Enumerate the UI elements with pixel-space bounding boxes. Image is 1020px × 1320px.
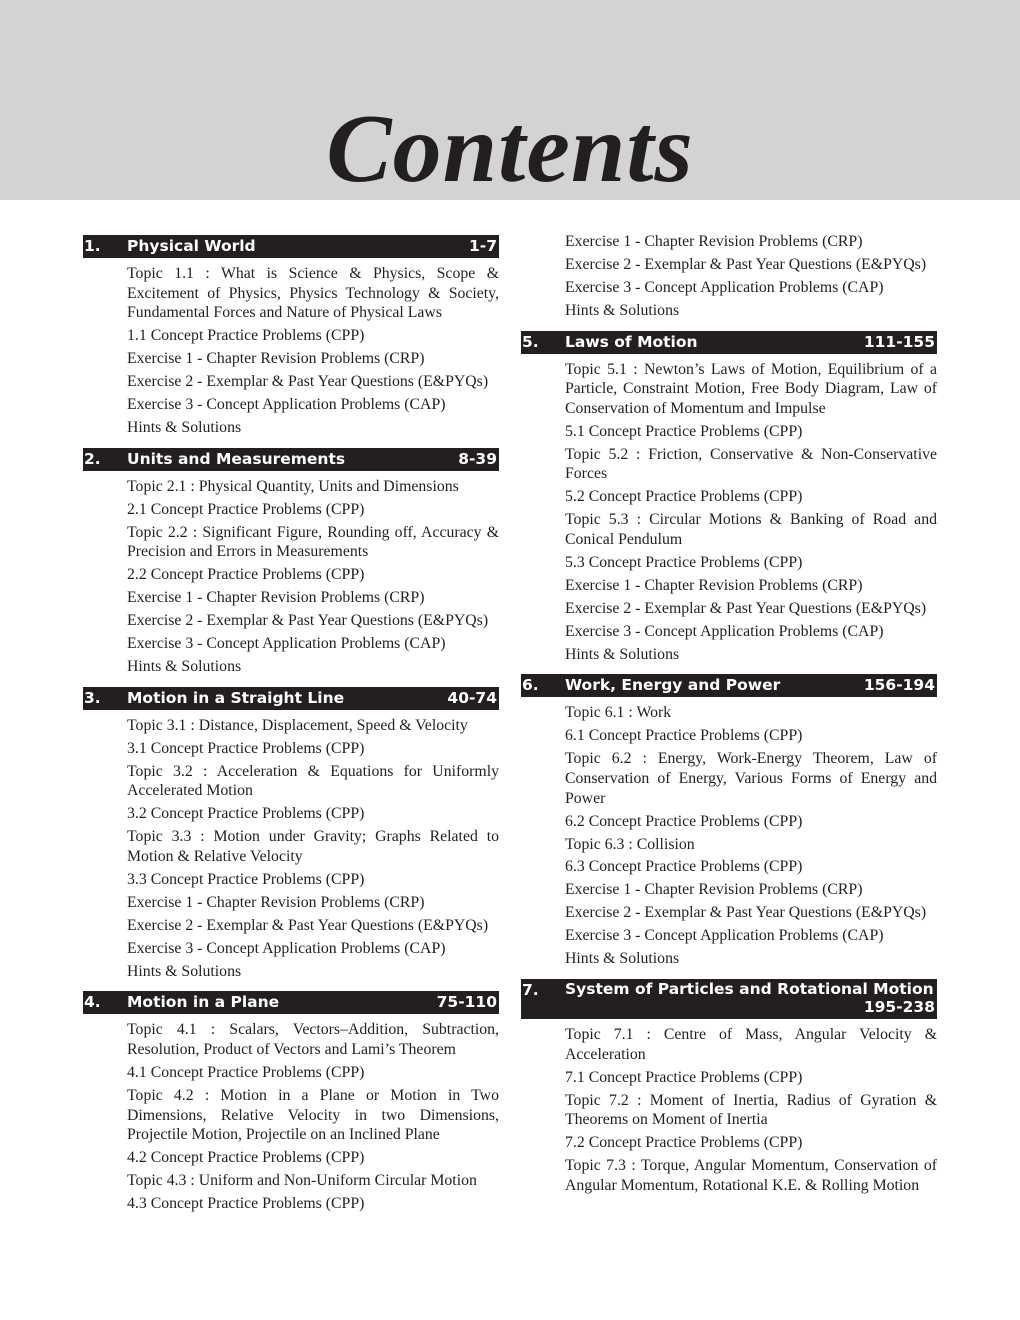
list-item[interactable]: Exercise 1 - Chapter Revision Problems (CRP) xyxy=(565,881,863,899)
chapter-header[interactable] xyxy=(83,687,499,710)
list-item[interactable]: 3.3 Concept Practice Problems (CPP) xyxy=(127,870,365,888)
chapter-title: Motion in a Plane xyxy=(127,993,280,1012)
continued-items xyxy=(521,232,937,321)
list-item[interactable]: Topic 6.2 : Energy, Work-Energy Theorem, Law of Conservation of Energy, Various Forms of Energy and Power xyxy=(565,750,937,807)
chapter-header[interactable] xyxy=(83,991,499,1014)
chapter-title: Laws of Motion xyxy=(565,332,698,351)
chapter-header[interactable] xyxy=(521,674,937,697)
chapter-pages: 40-74 xyxy=(447,688,497,707)
chapter-pages: 156-194 xyxy=(863,676,935,695)
list-item[interactable]: Exercise 1 - Chapter Revision Problems (CRP) xyxy=(127,893,425,911)
list-item[interactable]: 1.1 Concept Practice Problems (CPP) xyxy=(127,327,365,345)
list-item[interactable]: Exercise 2 - Exemplar & Past Year Questions (E&PYQs) xyxy=(565,599,927,617)
chapter-items xyxy=(521,1025,937,1195)
list-item[interactable]: 5.3 Concept Practice Problems (CPP) xyxy=(565,553,803,571)
list-item[interactable]: Topic 7.3 : Torque, Angular Momentum, Conservation of Angular Momentum, Rotational K.E. & Rolling Motion xyxy=(565,1157,937,1194)
list-item[interactable]: Topic 6.3 : Collision xyxy=(565,835,695,853)
list-item[interactable]: 4.2 Concept Practice Problems (CPP) xyxy=(127,1149,365,1167)
chapter-title: Units and Measurements xyxy=(127,449,346,468)
list-item[interactable]: Exercise 3 - Concept Application Problems (CAP) xyxy=(565,622,884,640)
list-item[interactable]: Exercise 3 - Concept Application Problems (CAP) xyxy=(565,927,884,945)
page-title: Contents xyxy=(326,95,694,203)
chapter-title: Motion in a Straight Line xyxy=(127,688,345,707)
chapter-number: 2. xyxy=(84,449,101,468)
list-item[interactable]: 2.2 Concept Practice Problems (CPP) xyxy=(127,566,365,584)
list-item[interactable]: Hints & Solutions xyxy=(127,658,242,676)
chapter-1 xyxy=(83,235,499,438)
chapter-items xyxy=(521,703,937,969)
list-item[interactable]: 3.2 Concept Practice Problems (CPP) xyxy=(127,805,365,823)
left-column xyxy=(83,232,499,1224)
list-item[interactable]: Topic 4.1 : Scalars, Vectors–Addition, Subtraction, Resolution, Product of Vectors and Lami’s Theorem xyxy=(127,1021,499,1059)
chapter-title: Physical World xyxy=(127,237,256,255)
list-item[interactable]: Exercise 3 - Concept Application Problems (CAP) xyxy=(127,635,446,653)
list-item[interactable]: Topic 5.1 : Newton’s Laws of Motion, Equilibrium of a Particle, Constraint Motion, Free Body Diagram, Law of Conservation of Momentum and Impulse xyxy=(565,360,937,417)
chapter-title: System of Particles and Rotational Motion xyxy=(565,980,934,999)
chapter-items xyxy=(83,1020,499,1213)
list-item[interactable]: Exercise 1 - Chapter Revision Problems (CRP) xyxy=(565,576,863,594)
chapter-number: 3. xyxy=(84,688,101,707)
list-item[interactable]: 4.1 Concept Practice Problems (CPP) xyxy=(127,1064,365,1081)
list-item[interactable]: 2.1 Concept Practice Problems (CPP) xyxy=(127,500,365,518)
list-item[interactable]: 4.3 Concept Practice Problems (CPP) xyxy=(127,1195,365,1213)
chapter-header[interactable] xyxy=(521,331,937,354)
list-item[interactable]: Topic 5.2 : Friction, Conservative & Non-Conservative Forces xyxy=(565,445,937,483)
chapter-items xyxy=(83,477,499,677)
list-item[interactable]: Exercise 2 - Exemplar & Past Year Questions (E&PYQs) xyxy=(127,612,489,630)
list-item[interactable]: 6.2 Concept Practice Problems (CPP) xyxy=(565,812,803,830)
chapter-number: 4. xyxy=(84,993,101,1012)
chapter-items xyxy=(83,264,499,438)
list-item[interactable]: Exercise 3 - Concept Application Problems (CAP) xyxy=(127,396,446,414)
list-item[interactable]: Topic 7.1 : Centre of Mass, Angular Velocity & Acceleration xyxy=(565,1026,937,1063)
chapter-items xyxy=(521,360,937,665)
list-item[interactable]: Exercise 2 - Exemplar & Past Year Questions (E&PYQs) xyxy=(127,373,489,391)
list-item[interactable]: 5.1 Concept Practice Problems (CPP) xyxy=(565,422,803,440)
list-item[interactable]: Exercise 1 - Chapter Revision Problems (CRP) xyxy=(127,350,425,368)
list-item[interactable]: Topic 3.2 : Acceleration & Equations for Uniformly Accelerated Motion xyxy=(127,762,499,800)
list-item[interactable]: Exercise 1 - Chapter Revision Problems (CRP) xyxy=(565,233,863,250)
list-item[interactable]: Topic 1.1 : What is Science & Physics, Scope & Excitement of Physics, Physics Technology & Society, Fundamental Forces and Nature of Physical Laws xyxy=(127,265,499,322)
list-item[interactable]: Hints & Solutions xyxy=(127,962,242,980)
chapter-4 xyxy=(83,991,499,1213)
chapter-2 xyxy=(83,448,499,677)
list-item[interactable]: Hints & Solutions xyxy=(127,419,242,437)
list-item[interactable]: Topic 3.3 : Motion under Gravity; Graphs Related to Motion & Relative Velocity xyxy=(127,828,499,865)
list-item[interactable]: Topic 4.3 : Uniform and Non-Uniform Circular Motion xyxy=(127,1172,477,1190)
chapter-title: Work, Energy and Power xyxy=(565,676,781,695)
right-column xyxy=(521,232,937,1205)
chapter-number: 5. xyxy=(522,332,539,351)
list-item[interactable]: Exercise 1 - Chapter Revision Problems (CRP) xyxy=(127,589,425,607)
chapter-pages: 8-39 xyxy=(458,449,497,468)
list-item[interactable]: Hints & Solutions xyxy=(565,645,680,663)
chapter-number: 1. xyxy=(84,237,101,255)
chapter-number: 6. xyxy=(522,676,539,695)
chapter-pages: 1-7 xyxy=(468,237,497,255)
chapter-number: 7. xyxy=(522,981,539,1000)
chapter-header[interactable] xyxy=(521,979,937,1019)
list-item[interactable]: Topic 6.1 : Work xyxy=(565,704,672,722)
list-item[interactable]: 6.1 Concept Practice Problems (CPP) xyxy=(565,727,803,745)
list-item[interactable]: Topic 4.2 : Motion in a Plane or Motion in Two Dimensions, Relative Velocity in two Dimensions, Projectile Motion, Projectile on an Inclined Plane xyxy=(127,1086,499,1144)
list-item[interactable]: Topic 7.2 : Moment of Inertia, Radius of Gyration & Theorems on Moment of Inertia xyxy=(565,1091,937,1129)
list-item[interactable]: Exercise 2 - Exemplar & Past Year Questions (E&PYQs) xyxy=(565,255,927,273)
chapter-items xyxy=(83,716,499,982)
chapter-3 xyxy=(83,687,499,982)
list-item[interactable]: Exercise 2 - Exemplar & Past Year Questions (E&PYQs) xyxy=(565,904,927,922)
chapter-5 xyxy=(521,331,937,665)
chapter-7 xyxy=(521,979,937,1195)
chapter-6 xyxy=(521,674,937,969)
list-item[interactable]: Topic 2.2 : Significant Figure, Rounding off, Accuracy & Precision and Errors in Measurements xyxy=(127,523,499,561)
chapter-pages: 195-238 xyxy=(863,998,935,1017)
list-item[interactable]: Exercise 2 - Exemplar & Past Year Questions (E&PYQs) xyxy=(127,916,489,934)
list-item[interactable]: 7.1 Concept Practice Problems (CPP) xyxy=(565,1068,803,1086)
list-item[interactable]: Topic 2.1 : Physical Quantity, Units and Dimensions xyxy=(127,477,459,495)
chapter-header[interactable] xyxy=(83,235,499,258)
list-item[interactable]: 6.3 Concept Practice Problems (CPP) xyxy=(565,858,803,876)
list-item[interactable]: 3.1 Concept Practice Problems (CPP) xyxy=(127,739,365,757)
list-item[interactable]: Exercise 3 - Concept Application Problems (CAP) xyxy=(127,939,446,957)
list-item[interactable]: Hints & Solutions xyxy=(565,301,680,319)
list-item[interactable]: Topic 3.1 : Distance, Displacement, Speed & Velocity xyxy=(127,716,468,734)
list-item[interactable]: 5.2 Concept Practice Problems (CPP) xyxy=(565,488,803,506)
list-item[interactable]: Hints & Solutions xyxy=(565,950,680,968)
list-item[interactable]: 7.2 Concept Practice Problems (CPP) xyxy=(565,1134,803,1152)
chapter-pages: 75-110 xyxy=(436,993,497,1012)
chapter-header[interactable] xyxy=(83,448,499,471)
list-item[interactable]: Exercise 3 - Concept Application Problems (CAP) xyxy=(565,278,884,296)
chapter-pages: 111-155 xyxy=(863,332,935,351)
list-item[interactable]: Topic 5.3 : Circular Motions & Banking of Road and Conical Pendulum xyxy=(565,511,937,548)
